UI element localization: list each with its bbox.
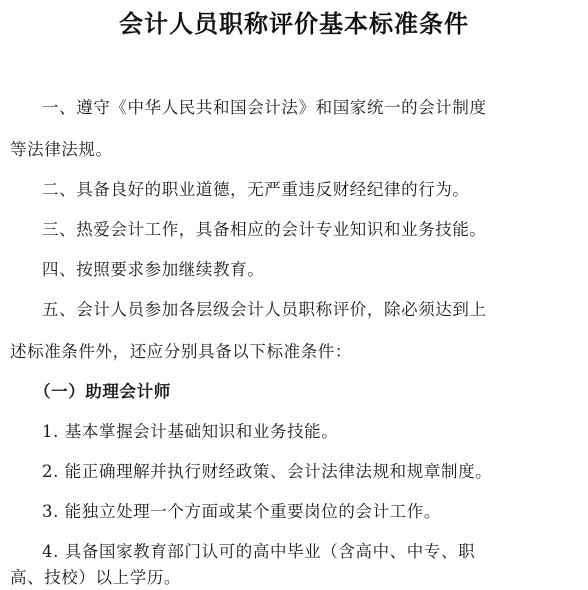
paragraph-1-line-2: 等法律法规。 — [10, 140, 113, 159]
paragraph-3: 三、热爱会计工作，具备相应的会计专业知识和业务技能。 — [42, 220, 487, 239]
item-4-line-2: 高、技校）以上学历。 — [10, 568, 181, 587]
item-2: 2. 能正确理解并执行财经政策、会计法律法规和规章制度。 — [42, 462, 493, 481]
paragraph-5-line-2: 述标准条件外，还应分别具备以下标准条件： — [10, 342, 352, 361]
document-title: 会计人员职称评价基本标准条件 — [119, 10, 469, 38]
item-4-line-1: 4. 具备国家教育部门认可的高中毕业（含高中、中专、职 — [42, 542, 476, 561]
item-1: 1. 基本掌握会计基础知识和业务技能。 — [42, 422, 339, 441]
paragraph-1-line-1: 一、遵守《中华人民共和国会计法》和国家统一的会计制度 — [42, 98, 487, 117]
paragraph-2: 二、具备良好的职业道德，无严重违反财经纪律的行为。 — [42, 180, 470, 199]
section-heading-assistant-accountant: （一）助理会计师 — [34, 382, 171, 401]
item-3: 3. 能独立处理一个方面或某个重要岗位的会计工作。 — [42, 502, 441, 521]
paragraph-5-line-1: 五、会计人员参加各层级会计人员职称评价，除必须达到上 — [42, 300, 487, 319]
paragraph-4: 四、按照要求参加继续教育。 — [42, 260, 265, 279]
